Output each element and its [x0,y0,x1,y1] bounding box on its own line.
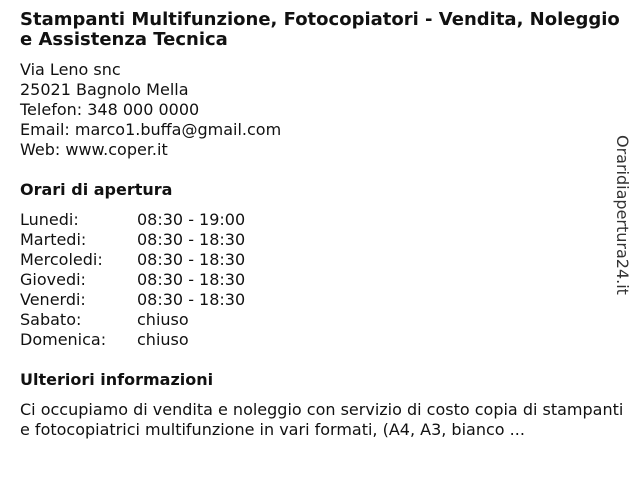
time-value: 08:30 - 18:30 [137,250,246,269]
day-label: Sabato: [20,310,82,329]
hours-row-monday [20,210,620,230]
hours-table [20,210,620,350]
day-label: Giovedi: [20,270,86,289]
email-text: Email: marco1.buffa@gmail.com [20,120,282,139]
hours-row-friday [20,290,620,310]
phone-text: Telefon: 348 000 0000 [20,100,200,119]
hours-row-thursday [20,270,620,290]
web-text: Web: www.coper.it [20,140,168,159]
time-value: 08:30 - 19:00 [137,210,246,229]
time-value: chiuso [137,330,189,349]
contact-block [20,60,620,160]
time-value: 08:30 - 18:30 [137,230,246,249]
brand-watermark: Oraridiapertura24.it [613,135,632,295]
day-label: Mercoledi: [20,250,103,269]
info-heading: Ulteriori informazioni [20,370,214,389]
address-city: 25021 Bagnolo Mella [20,80,189,99]
business-title: Stampanti Multifunzione, Fotocopiatori - Vendita, Noleggio e Assistenza Tecnica [20,9,620,50]
hours-row-wednesday [20,250,620,270]
address-street: Via Leno snc [20,60,121,79]
day-label: Martedi: [20,230,87,249]
day-label: Lunedi: [20,210,79,229]
hours-heading: Orari di apertura [20,180,173,199]
time-value: chiuso [137,310,189,329]
info-description: Ci occupiamo di vendita e noleggio con servizio di costo copia di stampanti e fotocopiatrici multifunzione in vari formati, (A4, A3, bianco ... [20,400,624,439]
day-label: Domenica: [20,330,107,349]
hours-row-saturday [20,310,620,330]
hours-row-sunday [20,330,620,350]
time-value: 08:30 - 18:30 [137,290,246,309]
time-value: 08:30 - 18:30 [137,270,246,289]
day-label: Venerdi: [20,290,86,309]
hours-row-tuesday [20,230,620,250]
